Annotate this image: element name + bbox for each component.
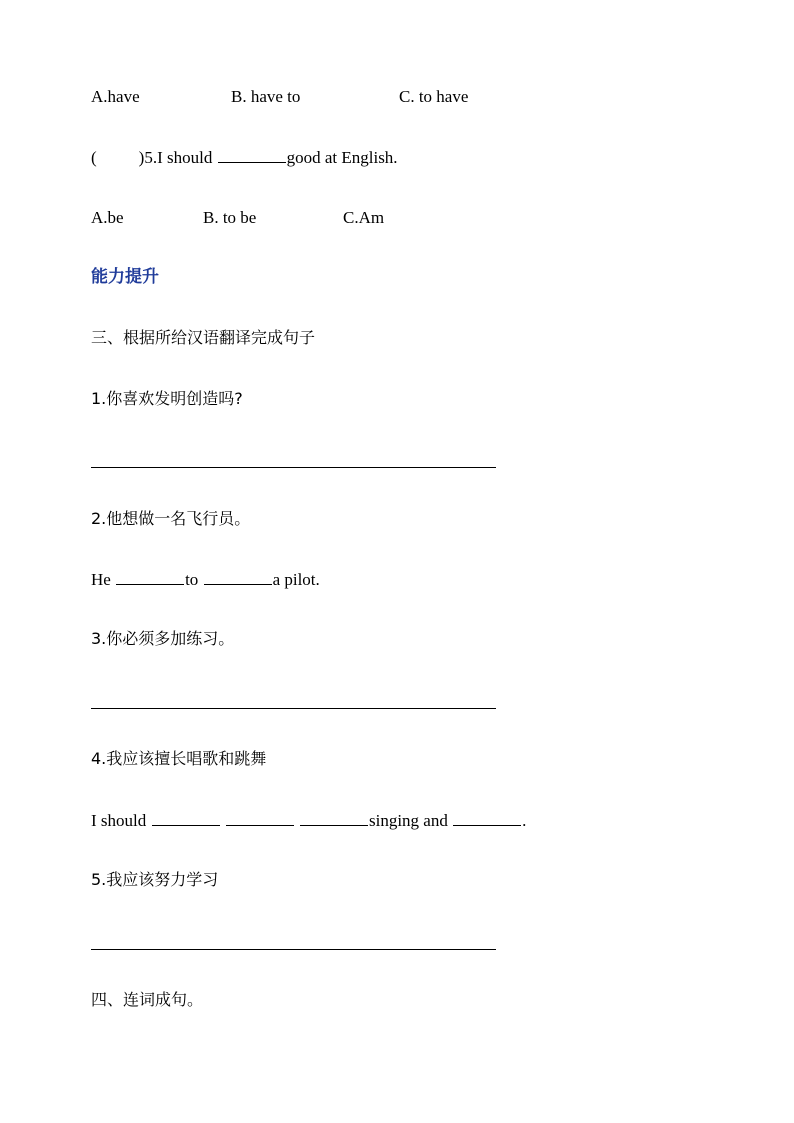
blank[interactable] — [116, 568, 184, 585]
item-4-prompt: 4.我应该擅长唱歌和跳舞 — [91, 749, 267, 768]
item-2-prompt: 2.他想做一名飞行员。 — [91, 509, 251, 528]
answer-line-5[interactable] — [91, 949, 496, 950]
option-a: A.have — [91, 87, 140, 106]
question-5-rest: good at English. — [286, 148, 398, 167]
option-a: A.be — [91, 208, 124, 227]
answer-text: singing and — [369, 811, 448, 830]
answer-text: . — [522, 811, 527, 830]
item-2-answer — [91, 568, 320, 591]
answer-text: to — [185, 570, 199, 589]
item-3-prompt: 3.你必须多加练习。 — [91, 629, 235, 648]
blank[interactable] — [453, 809, 521, 826]
answer-text: a pilot. — [272, 570, 320, 589]
option-b: B. have to — [231, 87, 301, 106]
section-heading: 能力提升 — [91, 267, 159, 287]
question-5-stem: )5.I should — [138, 148, 213, 167]
answer-line-3[interactable] — [91, 708, 496, 709]
paren-open: ( — [91, 148, 97, 167]
item-4-answer — [91, 809, 526, 832]
answer-line-1[interactable] — [91, 467, 496, 468]
answer-text: He — [91, 570, 111, 589]
item-5-prompt: 5.我应该努力学习 — [91, 870, 219, 889]
blank[interactable] — [226, 809, 294, 826]
section-4-title: 四、连词成句。 — [91, 990, 204, 1009]
blank[interactable] — [204, 568, 272, 585]
section-3-title: 三、根据所给汉语翻译完成句子 — [91, 328, 316, 347]
answer-text: I should — [91, 811, 147, 830]
option-b: B. to be — [203, 208, 257, 227]
blank[interactable] — [300, 809, 368, 826]
option-c: C.Am — [343, 208, 385, 227]
blank[interactable] — [218, 146, 286, 163]
option-c: C. to have — [399, 87, 469, 106]
item-1-prompt: 1.你喜欢发明创造吗? — [91, 389, 243, 408]
question-5 — [91, 146, 398, 169]
blank[interactable] — [152, 809, 220, 826]
